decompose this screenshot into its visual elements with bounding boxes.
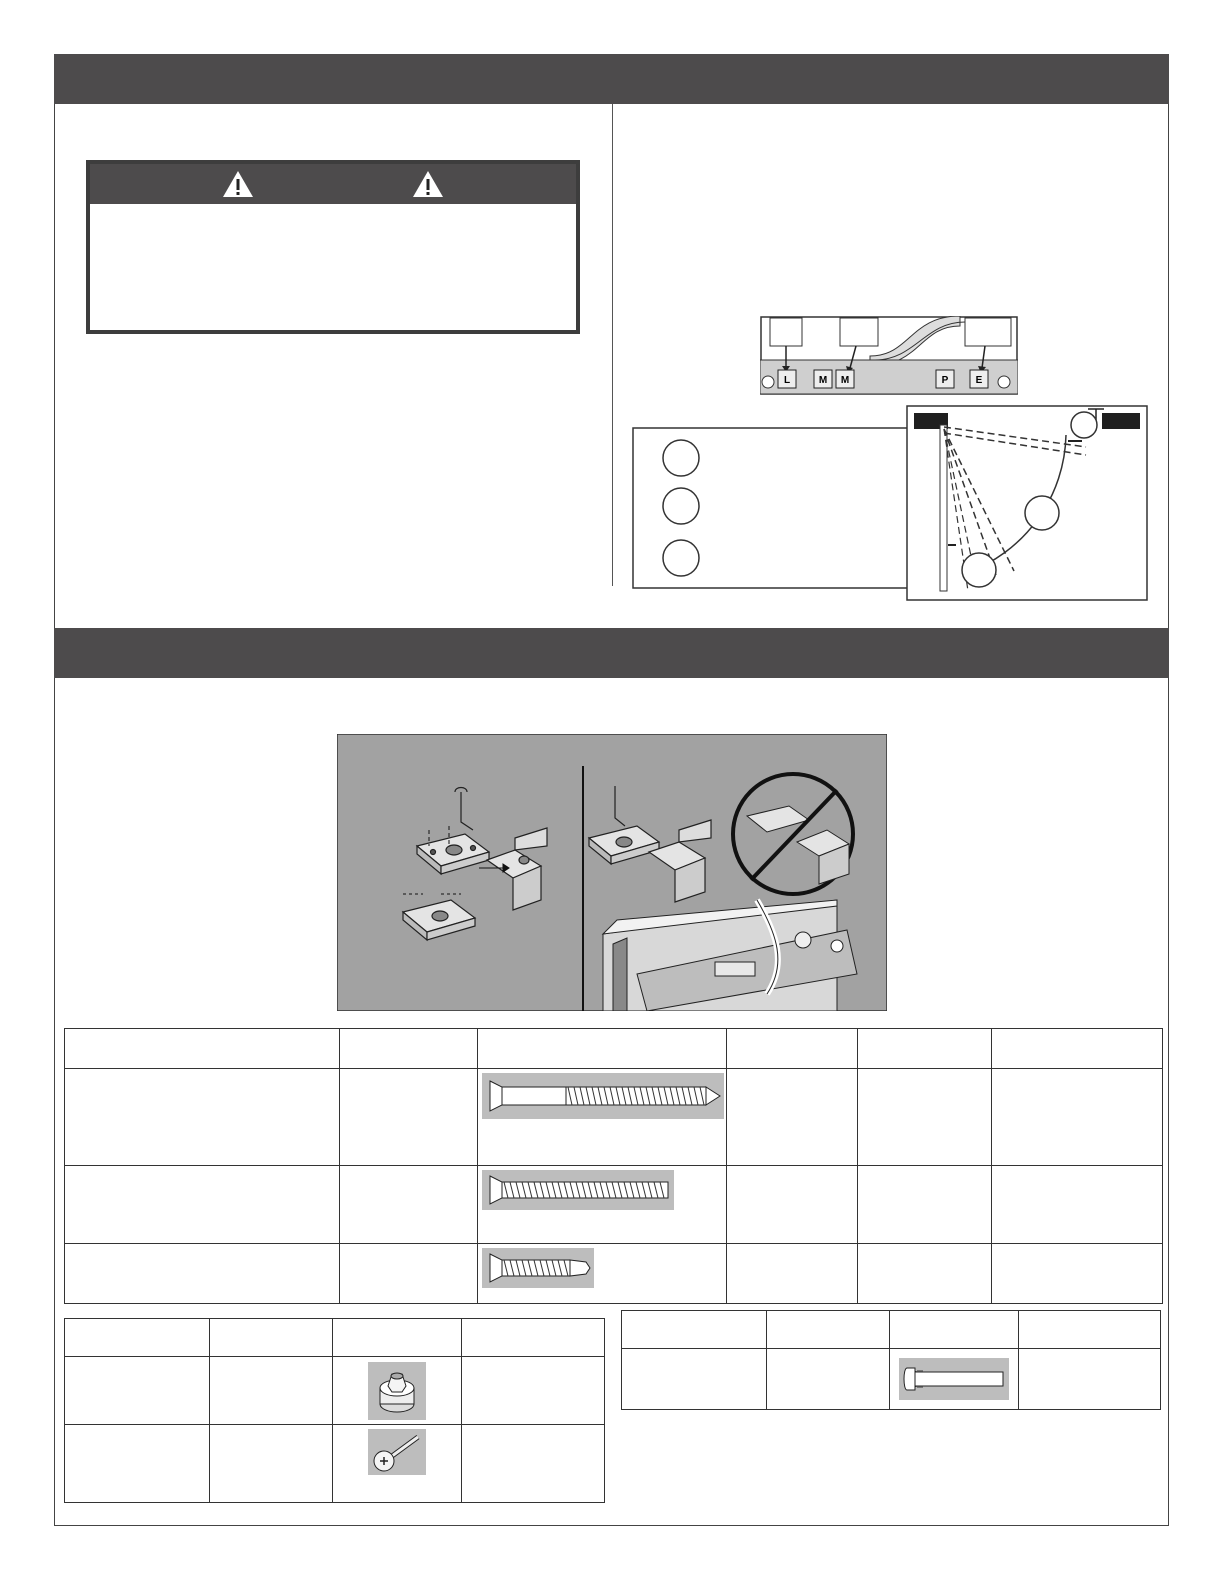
table-row [65,1069,1163,1166]
hardware-table [64,1028,1163,1304]
door-swing-diagram [906,405,1148,601]
table-row [65,1357,605,1425]
legend-marker-3 [663,540,699,576]
table-header-row [65,1319,605,1357]
header-cell [339,1029,477,1069]
sleeve-bolt-icon [899,1358,1009,1400]
table-row [65,1244,1163,1304]
table-header-row [622,1311,1161,1349]
table-row [65,1166,1163,1244]
header-cell [65,1319,210,1357]
terminal-label-m1: M [818,375,828,386]
spacer-nut-icon [368,1362,426,1420]
phillips-pin-icon [368,1429,426,1475]
header-cell [727,1029,858,1069]
section-header-bar-top [54,54,1169,104]
header-cell [477,1029,727,1069]
legend-marker-2 [663,488,699,524]
header-cell [1019,1311,1161,1349]
terminal-label-l: L [783,375,791,386]
legend-marker-1 [663,440,699,476]
header-cell [333,1319,462,1357]
header-cell [209,1319,333,1357]
warning-triangle-icon [222,170,254,198]
warning-box [86,160,580,334]
section-header-bar-bottom [54,628,1169,678]
header-cell [462,1319,605,1357]
machine-screw-icon [482,1170,674,1210]
prohibited-install-icon [733,774,853,894]
legend-box [632,427,918,589]
small-parts-table-right [621,1310,1161,1410]
terminal-label-p: P [941,375,949,386]
controller-terminal-diagram [760,316,1018,396]
header-cell [622,1311,767,1349]
table-row [65,1425,605,1503]
warning-triangle-icon [412,170,444,198]
header-cell [65,1029,340,1069]
bracket-installation-illustration [337,734,887,1011]
header-cell [890,1311,1019,1349]
terminal-label-e: E [975,375,983,386]
header-cell [992,1029,1163,1069]
terminal-label-m2: M [840,375,850,386]
header-cell [766,1311,890,1349]
self-drilling-screw-icon [482,1248,594,1288]
table-header-row [65,1029,1163,1069]
long-screw-icon [482,1073,724,1119]
header-cell [858,1029,992,1069]
column-divider [612,104,613,586]
warning-header [90,164,576,204]
small-parts-table-left [64,1318,605,1503]
table-row [622,1349,1161,1410]
